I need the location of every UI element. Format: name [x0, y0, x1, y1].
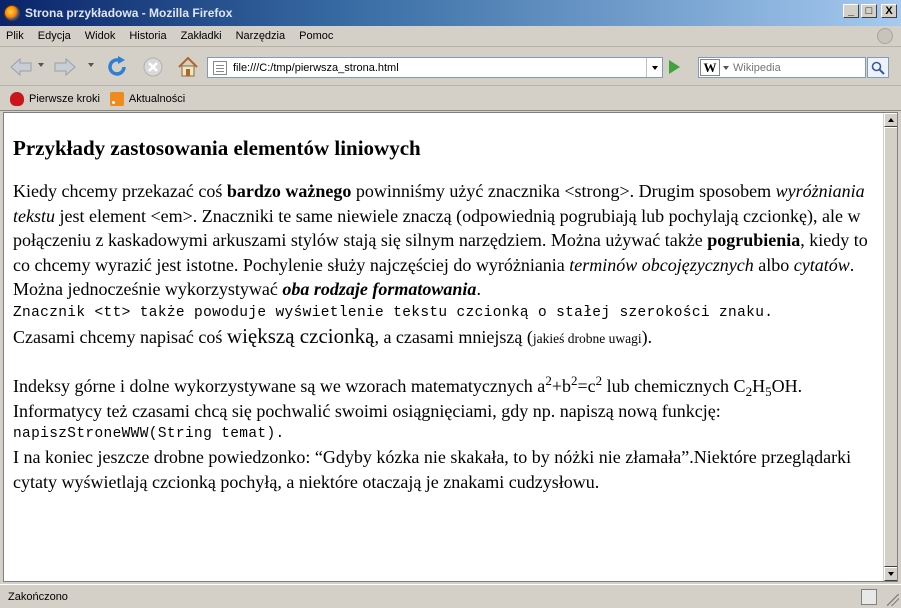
paragraph-programmers: Informatycy też czasami chcą się pochwalić swoimi osiągnięciami, gdy np. napiszą nową funkcję:	[13, 400, 721, 421]
firefox-logo-icon	[4, 5, 20, 21]
chevron-up-icon	[888, 118, 894, 122]
url-history-dropdown[interactable]	[646, 58, 662, 77]
bookmark-aktualnosci[interactable]	[110, 92, 185, 106]
forward-arrow-icon	[53, 57, 77, 77]
close-button[interactable]: X	[881, 4, 897, 18]
rss-feed-icon	[110, 92, 124, 106]
throbber-icon	[877, 28, 893, 44]
code-snippet: napiszStroneWWW(String temat).	[13, 426, 285, 442]
bold-text: pogrubienia	[707, 230, 801, 250]
line-break-gap	[13, 351, 884, 374]
bookmark-label: Pierwsze kroki	[29, 92, 100, 105]
paragraph-font-sizes: Czasami chcemy napisać coś większą czcionką, a czasami mniejszą (jakieś drobne uwagi).	[13, 323, 653, 348]
strong-text: bardzo ważnego	[226, 181, 352, 201]
menu-widok[interactable]: Widok	[84, 30, 116, 42]
page-icon	[213, 61, 227, 75]
paragraph-sub-sup: Indeksy górne i dolne wykorzystywane są we wzorach matematycznych $a^2+b^2=c^2$ lub chemicznych $C_2H_5OH$.	[13, 373, 803, 399]
bookmark-pierwsze-kroki[interactable]	[10, 92, 100, 106]
search-bar[interactable]	[698, 57, 866, 78]
window-controls	[843, 4, 897, 18]
menu-bar	[0, 26, 901, 47]
chevron-down-icon	[652, 66, 658, 70]
bold-italic-text: oba rodzaje formatowania	[282, 279, 477, 299]
home-button[interactable]	[175, 54, 201, 80]
url-text[interactable]: file:///C:/tmp/pierwsza_strona.html	[233, 61, 399, 74]
back-button[interactable]	[8, 54, 34, 80]
page-viewport	[3, 112, 898, 582]
minimize-button[interactable]: _	[843, 4, 859, 18]
reload-button[interactable]	[104, 54, 130, 80]
menu-pomoc[interactable]: Pomoc	[299, 30, 334, 42]
menu-plik[interactable]: Plik	[6, 30, 24, 42]
stop-button[interactable]	[140, 54, 166, 80]
back-history-dropdown-icon[interactable]	[38, 63, 44, 67]
home-icon	[176, 55, 200, 79]
search-engine-dropdown-icon[interactable]	[723, 66, 729, 70]
big-text: większą czcionką	[226, 323, 375, 348]
maximize-button[interactable]: □	[861, 4, 877, 18]
reload-icon	[105, 55, 129, 79]
vertical-scrollbar[interactable]	[883, 113, 897, 581]
forward-button[interactable]	[52, 54, 78, 80]
search-button[interactable]	[867, 57, 889, 78]
menu-historia[interactable]: Historia	[129, 30, 167, 42]
italic-text: terminów obcojęzycznych	[569, 254, 754, 275]
firefox-bookmark-icon	[10, 92, 24, 106]
teletype-line: Znacznik <tt> także powoduje wyświetlenie tekstu czcionką o stałej szerokości znaku.	[13, 304, 774, 321]
em-text: wyróżniania tekstu	[13, 181, 865, 226]
small-text: jakieś drobne uwagi	[532, 330, 642, 346]
go-arrow-icon[interactable]	[669, 60, 680, 74]
chevron-down-icon	[888, 572, 894, 576]
status-bar	[0, 584, 901, 608]
back-arrow-icon	[9, 57, 33, 77]
resize-grip-icon[interactable]	[887, 594, 899, 606]
scrollbar-thumb[interactable]	[884, 127, 898, 567]
menu-narzedzia[interactable]: Narzędzia	[235, 30, 286, 42]
scroll-up-button[interactable]	[884, 113, 898, 127]
url-bar[interactable]	[207, 57, 663, 78]
search-input[interactable]	[733, 62, 863, 74]
status-text: Zakończono	[8, 590, 68, 603]
paragraph-inline-elements: Kiedy chcemy przekazać coś bardzo ważnego powinniśmy użyć znacznika <strong>. Drugim sposobem wyróżniania tekstu jest element <em>. Znaczniki te same niewiele znaczą (odpowiednią pogrubiają lub pochylają czcionkę), ale w połączeniu z kaskadowymi arkuszami stylów stają się silnym narzędziem. Można używać także pogrubienia, kiedy to co chcemy wyrazić jest istotne. Pochylenie służy najczęściej do wyróżniania terminów obcojęzycznych albo cytatów. Można jednocześnie wykorzystywać oba rodzaje formatowania.	[13, 181, 868, 299]
stop-icon	[142, 56, 164, 78]
window-title: Strona przykładowa - Mozilla Firefox	[25, 6, 233, 20]
bookmark-label: Aktualności	[128, 92, 186, 105]
wikipedia-icon[interactable]: W	[700, 59, 720, 76]
status-page-icon[interactable]	[861, 589, 877, 605]
bookmarks-toolbar	[0, 87, 901, 111]
page-heading: Przykłady zastosowania elementów liniowych	[13, 136, 421, 160]
menu-edycja[interactable]: Edycja	[37, 30, 71, 42]
window-titlebar	[0, 0, 901, 26]
italic-text: cytatów	[793, 254, 850, 275]
forward-history-dropdown-icon[interactable]	[88, 63, 94, 67]
paragraph-quote: I na koniec jeszcze drobne powiedzonko: “Gdyby kózka nie skakała, to by nóżki nie złamała”.Niektóre przeglądarki cytaty wyświetlają czcionką pochyłą, a niektóre otaczają je znakami cudzysłowu.	[13, 447, 852, 492]
page-content	[4, 113, 884, 581]
magnifier-icon	[871, 61, 885, 75]
menu-zakladki[interactable]: Zakładki	[180, 30, 222, 42]
scroll-down-button[interactable]	[884, 567, 898, 581]
